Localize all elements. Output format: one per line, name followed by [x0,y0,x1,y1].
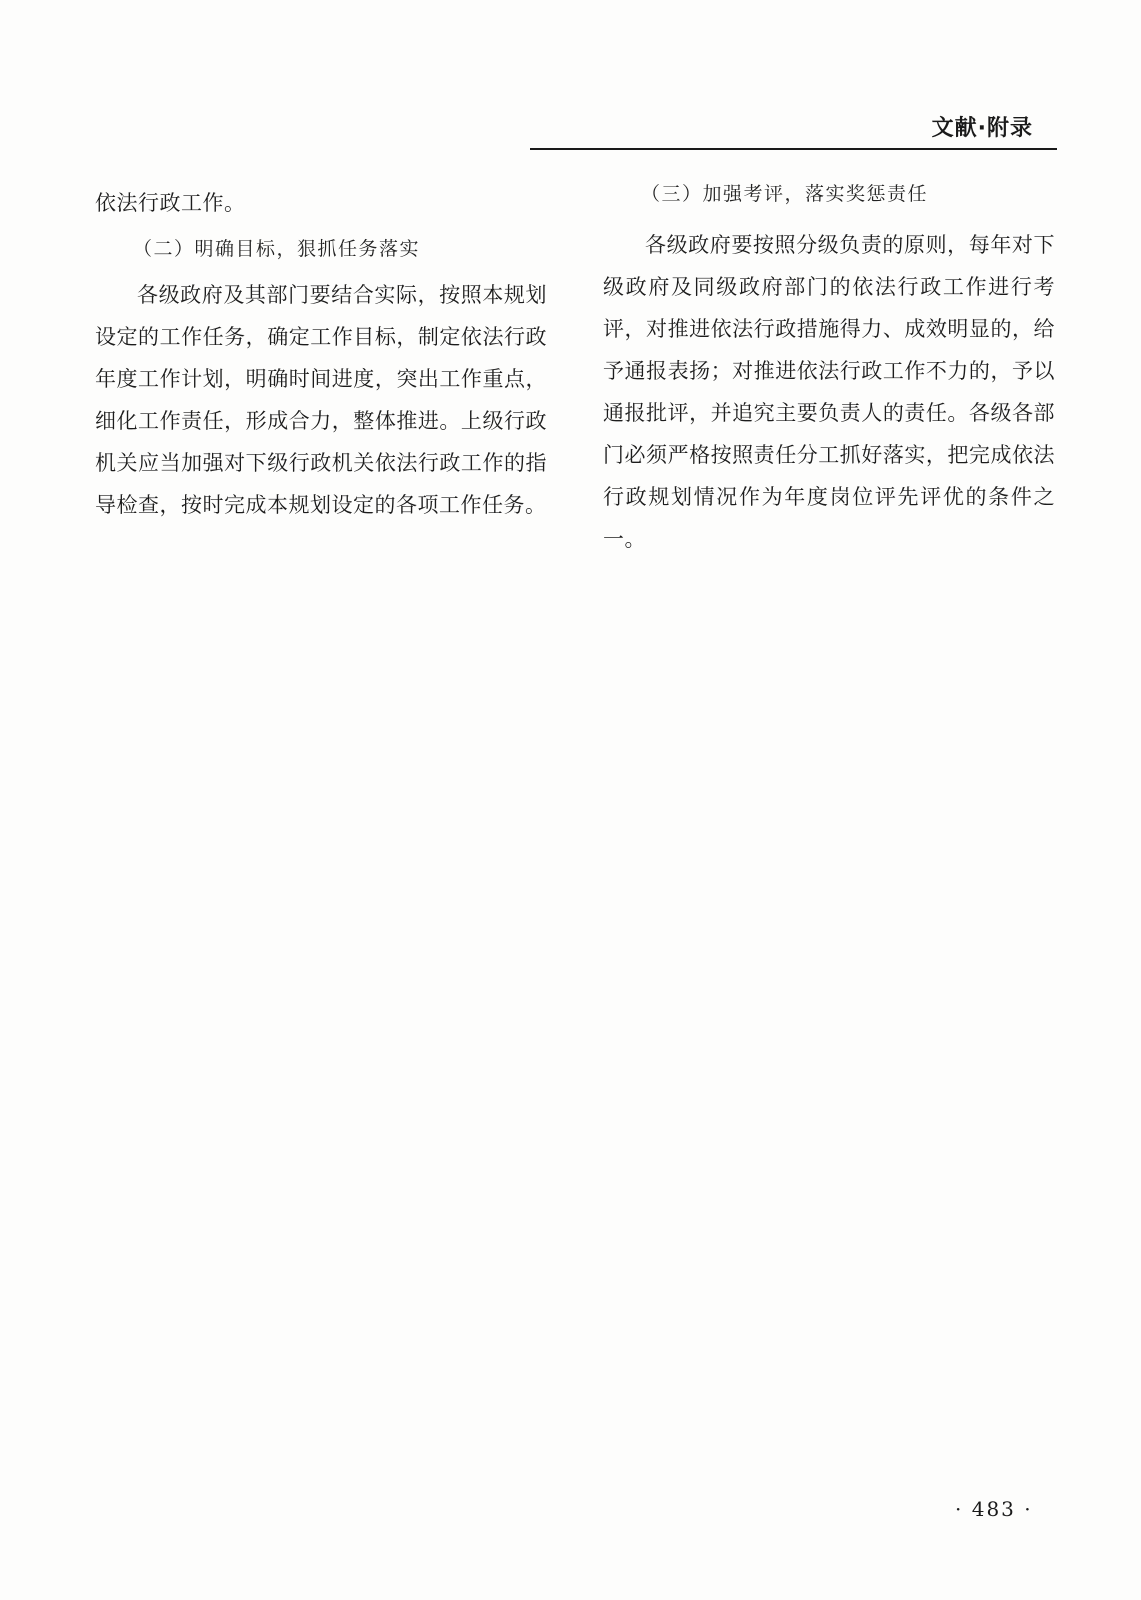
header-rule [530,148,1057,150]
left-column [95,182,547,526]
continuation-text: 依法行政工作。 [95,191,246,215]
section-heading-2: （二）明确目标，狠抓任务落实 [133,238,421,260]
section-body-3: 各级政府要按照分级负责的原则，每年对下级政府及同级政府部门的依法行政工作进行考评，对推进依法行政措施得力、成效明显的，给予通报表扬；对推进依法行政工作不力的，予以通报批评，并追究主要负责人的责任。各级各部门必须严格按照责任分工抓好落实，把完成依法行政规划情况作为年度岗位评先评优的条件之一。 [603,233,1055,551]
section-heading-3: （三）加强考评，落实奖惩责任 [641,183,929,205]
page-number: · 483 · [955,1497,1033,1521]
section-body-2: 各级政府及其部门要结合实际，按照本规划设定的工作任务，确定工作目标，制定依法行政年度工作计划，明确时间进度，突出工作重点，细化工作责任，形成合力，整体推进。上级行政机关应当加强对下级行政机关依法行政工作的指导检查，按时完成本规划设定的各项工作任务。 [95,283,547,517]
right-column [603,182,1055,560]
running-header: 文献·附录 [931,116,1033,141]
